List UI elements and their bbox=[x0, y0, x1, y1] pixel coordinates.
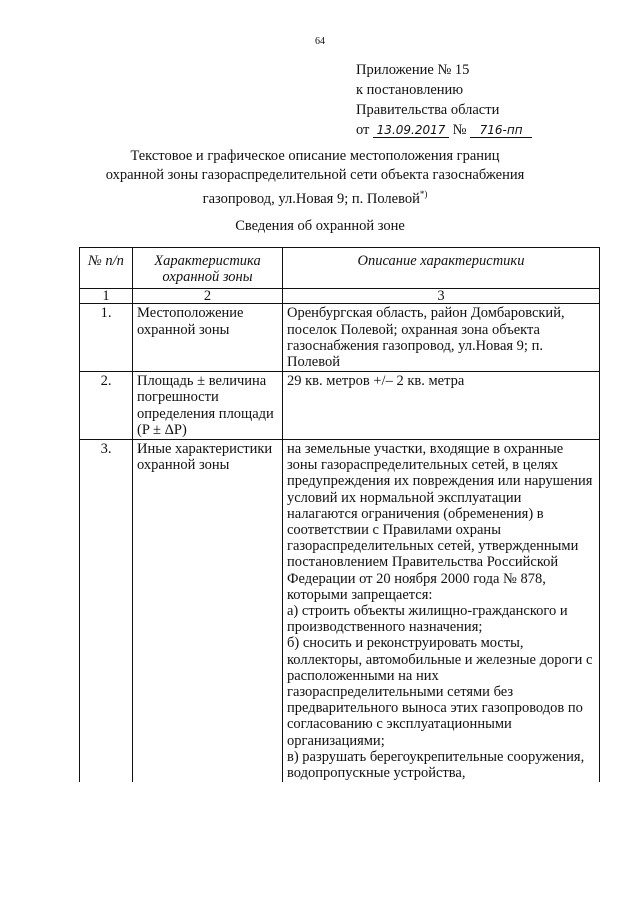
from-label: от bbox=[356, 122, 370, 138]
section-subtitle: Сведения об охранной зоне bbox=[235, 218, 405, 234]
appendix-line-3: Правительства области bbox=[356, 102, 500, 118]
appendix-line-1: Приложение № 15 bbox=[356, 62, 470, 78]
row-characteristic: Площадь ± величина погрешности определения площади (P ± ΔP) bbox=[133, 372, 283, 440]
column-index: 1 bbox=[80, 289, 133, 304]
handwritten-number: 716-пп bbox=[470, 123, 532, 138]
row-description: Оренбургская область, район Домбаровский, поселок Полевой; охранная зона объекта газоснабжения газопровод, ул.Новая 9; п. Полевой bbox=[283, 304, 600, 372]
row-description-intro: на земельные участки, входящие в охранные зоны газораспределительных сетей, в целях предупреждения их повреждения или нарушения условий их нормальной эксплуатации налагаются ограничения (обременения) в соответствии с Правилами охраны газораспределительных сетей, утвержденными постановлением Правительства Российской Федерации от 20 ноября 2000 года № 878, которыми запрещается: bbox=[287, 441, 593, 603]
column-index-row bbox=[80, 289, 600, 304]
column-index: 3 bbox=[283, 289, 600, 304]
table-row bbox=[80, 440, 600, 783]
footnote-mark: *) bbox=[419, 189, 428, 199]
appendix-line-2: к постановлению bbox=[356, 82, 464, 98]
restriction-item: в) разрушать берегоукрепительные сооружения, водопропускные устройства, bbox=[287, 748, 585, 782]
row-number: 1. bbox=[80, 304, 133, 372]
protection-zone-table bbox=[79, 247, 600, 782]
table-row bbox=[80, 372, 600, 440]
header-description: Описание характеристики bbox=[283, 248, 600, 289]
row-description bbox=[283, 440, 600, 783]
row-characteristic: Иные характеристики охранной зоны bbox=[133, 440, 283, 783]
row-number: 2. bbox=[80, 372, 133, 440]
title-line-1: Текстовое и графическое описание местоположения границ bbox=[130, 148, 500, 164]
row-number: 3. bbox=[80, 440, 133, 783]
column-index: 2 bbox=[133, 289, 283, 304]
page-number: 64 bbox=[315, 36, 325, 47]
title-line-2: охранной зоны газораспределительной сети объекта газоснабжения bbox=[105, 167, 525, 183]
title-line-3-text: газопровод, ул.Новая 9; п. Полевой bbox=[202, 190, 420, 207]
table-header-row bbox=[80, 248, 600, 289]
number-label: № bbox=[452, 122, 467, 138]
restriction-item: а) строить объекты жилищно-гражданского и производственного назначения; bbox=[287, 603, 568, 636]
header-number: № п/п bbox=[80, 248, 133, 289]
header-characteristic: Характеристика охранной зоны bbox=[133, 248, 283, 289]
title-line-3 bbox=[100, 185, 530, 209]
table-row bbox=[80, 304, 600, 372]
restriction-item: б) сносить и реконструировать мосты, коллекторы, автомобильные и железные дороги с расположенными на них газораспределительными сетями без предварительного выноса этих газопроводов по согласованию с эксплуатационными организациями; bbox=[287, 635, 593, 749]
document-title bbox=[100, 147, 530, 209]
row-characteristic: Местоположение охранной зоны bbox=[133, 304, 283, 372]
appendix-block bbox=[356, 60, 532, 140]
row-description: 29 кв. метров +/– 2 кв. метра bbox=[283, 372, 600, 440]
appendix-date-line bbox=[356, 120, 532, 140]
handwritten-date: 13.09.2017 bbox=[373, 123, 449, 138]
